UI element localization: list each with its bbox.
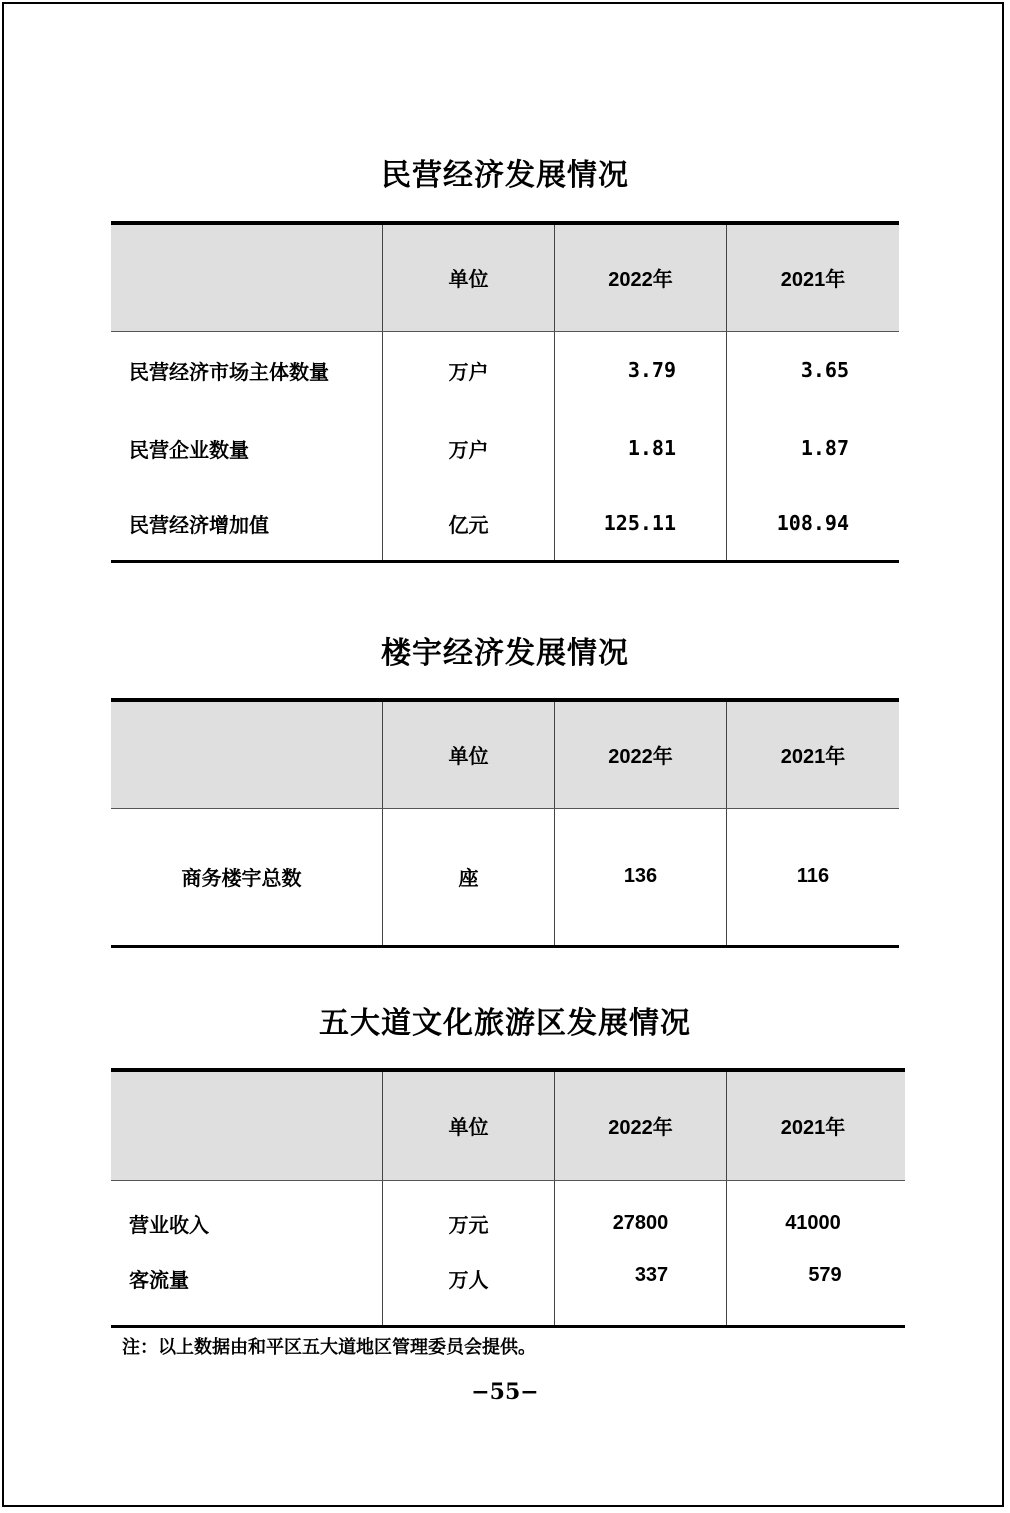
header-2021: 2021年	[727, 1070, 906, 1180]
header-2022: 2022年	[555, 1070, 727, 1180]
row-value-2022: 125.11	[555, 487, 727, 561]
header-blank	[111, 223, 383, 331]
header-unit: 单位	[383, 700, 555, 808]
row-value-2021: 108.94	[727, 487, 900, 561]
wudadao-tourism-table	[111, 1068, 905, 1328]
row-label: 商务楼宇总数	[111, 808, 383, 946]
row-label: 营业收入	[129, 1212, 209, 1237]
row-unit: 万人	[383, 1260, 555, 1326]
row-value-2021: 579	[727, 1260, 906, 1326]
row-value-2022: 337	[555, 1260, 727, 1326]
header-blank	[111, 1070, 383, 1180]
row-label: 民营经济增加值	[111, 487, 383, 561]
row-value-2021: 3.65	[727, 331, 900, 409]
row-value-2022: 1.81	[555, 409, 727, 487]
row-unit: 万户	[383, 409, 555, 487]
table-row	[111, 1180, 905, 1260]
row-value-2021: 1.87	[727, 409, 900, 487]
page-number: −55−	[471, 1379, 539, 1405]
table-header-row	[111, 1070, 905, 1180]
row-label: 民营企业数量	[129, 437, 249, 462]
row-value-2021: 41000	[727, 1180, 906, 1260]
building-economy-table	[111, 698, 899, 948]
row-label: 民营经济市场主体数量	[129, 359, 329, 384]
table-header-row	[111, 223, 899, 331]
header-2021: 2021年	[727, 223, 900, 331]
row-value-2022: 136	[555, 808, 727, 946]
row-label: 客流量	[111, 1260, 383, 1326]
row-value-2022: 27800	[555, 1180, 727, 1260]
header-2022: 2022年	[555, 700, 727, 808]
header-unit: 单位	[383, 223, 555, 331]
header-unit: 单位	[383, 1070, 555, 1180]
table-header-row	[111, 700, 899, 808]
row-unit: 座	[383, 808, 555, 946]
table-row	[111, 1260, 905, 1326]
table-row	[111, 487, 899, 561]
header-2022: 2022年	[555, 223, 727, 331]
row-unit: 亿元	[383, 487, 555, 561]
header-blank	[111, 700, 383, 808]
table-row	[111, 808, 899, 946]
private-economy-table	[111, 221, 899, 563]
row-unit: 万元	[383, 1180, 555, 1260]
row-value-2022: 3.79	[555, 331, 727, 409]
table-title-building-economy: 楼宇经济发展情况	[381, 636, 629, 671]
header-2021: 2021年	[727, 700, 900, 808]
table-row	[111, 409, 899, 487]
row-value-2021: 116	[727, 808, 900, 946]
table-row	[111, 331, 899, 409]
table-title-wudadao-tourism: 五大道文化旅游区发展情况	[319, 1006, 691, 1041]
row-unit: 万户	[383, 331, 555, 409]
footnote: 注：以上数据由和平区五大道地区管理委员会提供。	[122, 1337, 536, 1358]
table-title-private-economy: 民营经济发展情况	[381, 158, 629, 193]
